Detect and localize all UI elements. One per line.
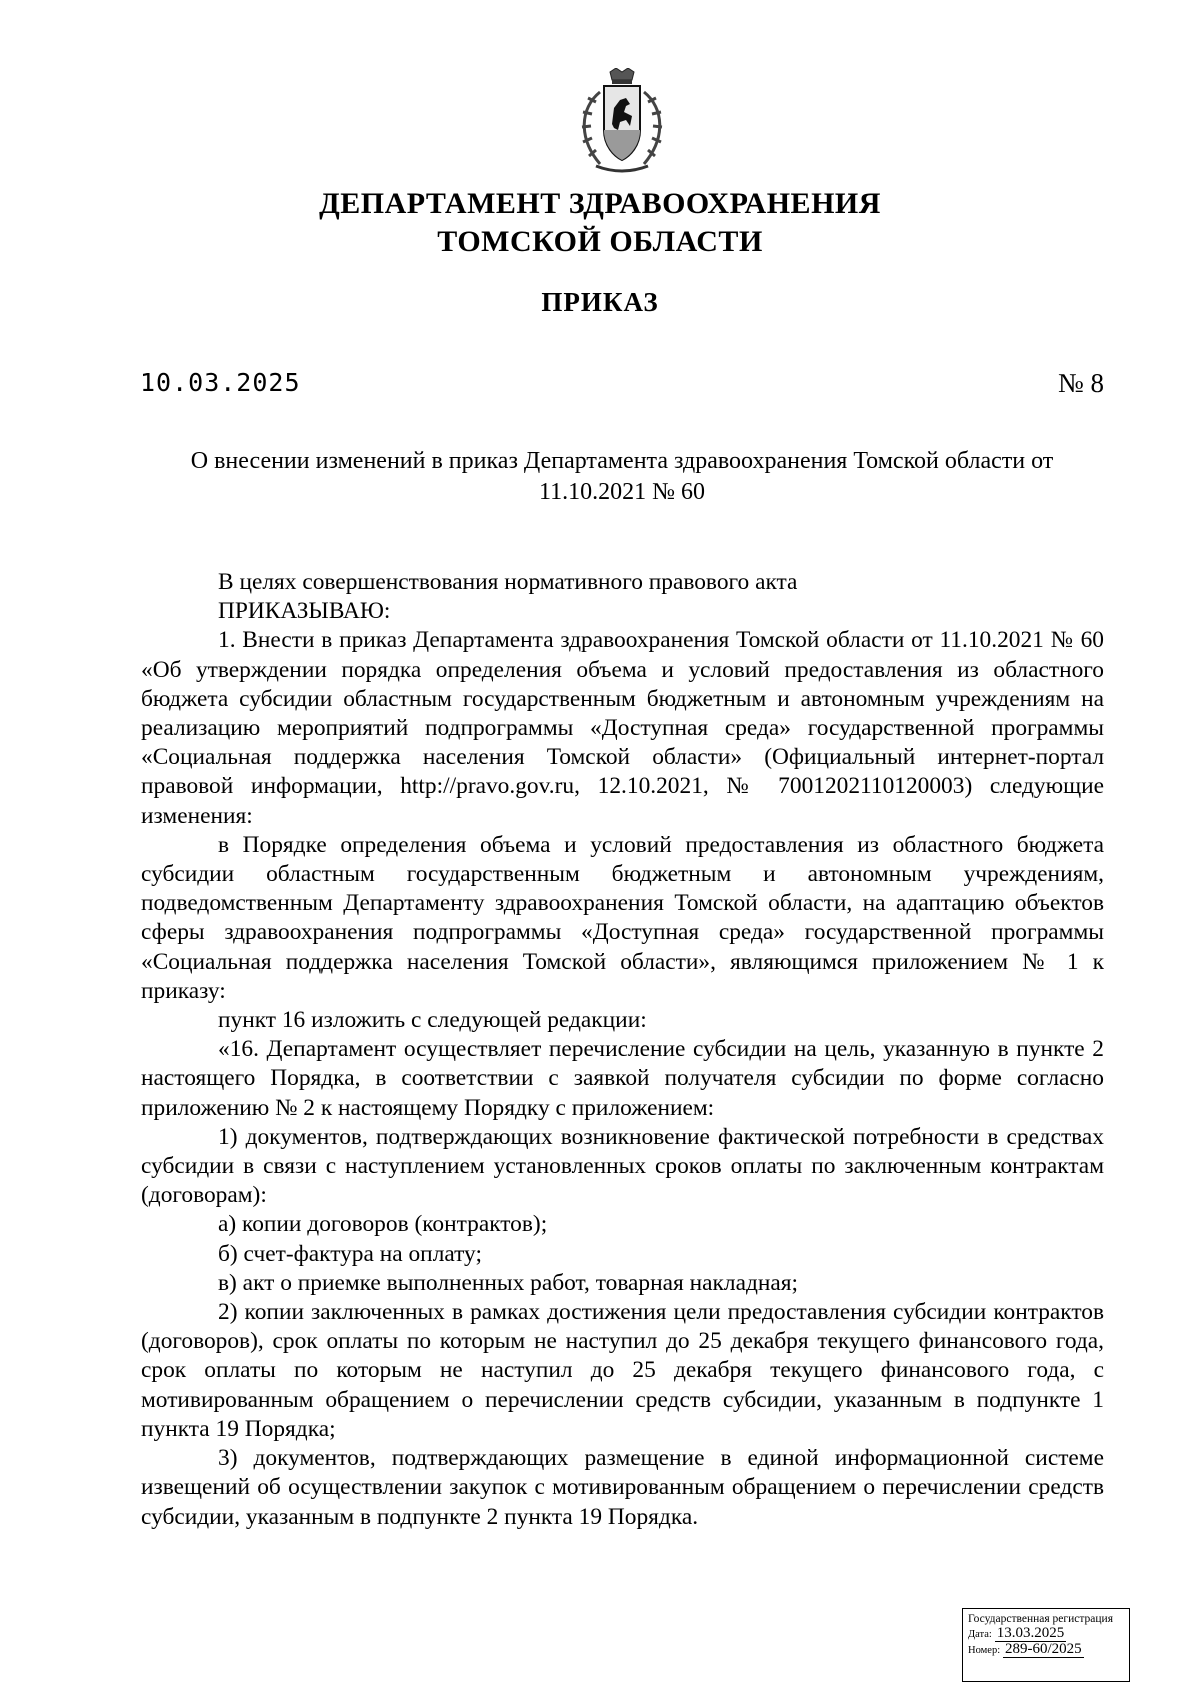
tomsk-oblast-coat-of-arms-icon	[560, 68, 684, 176]
document-body	[141, 568, 1104, 1532]
document-type: ПРИКАЗ	[541, 287, 659, 317]
stamp-number-value: 289-60/2025	[1004, 1641, 1082, 1657]
body-paragraph: «16. Департамент осуществляет перечисление субсидии на цель, указанную в пункте 2 настоящего Порядка, в соответствии с заявкой получателя субсидии по форме согласно приложению № 2 к настоящему Порядку с приложением:	[141, 1036, 1104, 1121]
body-paragraph: 3) документов, подтверждающих размещение в единой информационной системе извещений об осуществлении закупок с мотивированным обращением о перечислении средств субсидии, указанным в подпункте 2 пункта 19 Порядка.	[141, 1445, 1104, 1530]
body-paragraph: б) счет-фактура на оплату;	[218, 1240, 482, 1267]
body-paragraph: 1) документов, подтверждающих возникновение фактической потребности в средствах субсидии в связи с наступлением установленных сроков оплаты по заключенным контрактам (договорам):	[141, 1123, 1104, 1209]
body-paragraph: 2) копии заключенных в рамках достижения цели предоставления субсидии контрактов (договоров), срок оплаты по которым не наступил до 25 декабря текущего финансового года, срок оплаты по которым не наступил до 25 декабря текущего финансового года, с мотивированным обращением о перечислении средств субсидии, указанным в подпункте 1 пункта 19 Порядка;	[141, 1299, 1104, 1442]
body-paragraph: ПРИКАЗЫВАЮ:	[218, 598, 391, 625]
document-title-line2: 11.10.2021 № 60	[538, 479, 705, 505]
stamp-date-label: Дата:	[968, 1629, 992, 1640]
stamp-date-value: 13.03.2025	[996, 1625, 1065, 1641]
registration-stamp	[962, 1608, 1130, 1682]
body-paragraph: В целях совершенствования нормативного правового акта	[218, 569, 798, 595]
department-title-line2: ТОМСКОЙ ОБЛАСТИ	[437, 225, 763, 258]
department-title-line1: ДЕПАРТАМЕНТ ЗДРАВООХРАНЕНИЯ	[319, 187, 881, 220]
document-title-line1: О внесении изменений в приказ Департамента здравоохранения Томской области от	[190, 448, 1054, 474]
body-paragraph: в Порядке определения объема и условий предоставления из областного бюджета субсидии областным государственным бюджетным и автономным учреждениям, подведомственным Департаменту здравоохранения Томской области, на адаптацию объектов сферы здравоохранения подпрограммы «Доступная среда» государственной программы «Социальная поддержка населения Томской области», являющимся приложением № 1 к приказу:	[141, 831, 1104, 1004]
body-paragraph: пункт 16 изложить с следующей редакции:	[218, 1007, 647, 1034]
document-date: 10.03.2025	[140, 368, 301, 397]
document-title	[140, 446, 1104, 508]
stamp-heading: Государственная регистрация	[968, 1613, 1113, 1625]
document-number: № 8	[1057, 368, 1104, 398]
body-paragraph: в) акт о приемке выполненных работ, товарная накладная;	[218, 1269, 799, 1296]
body-paragraph: 1. Внести в приказ Департамента здравоохранения Томской области от 11.10.2021 № 60 «Об утверждении порядка определения объема и условий предоставления из областного бюджета субсидии областным государственным бюджетным и автономным учреждениям на реализацию мероприятий подпрограммы «Доступная среда» государственной программы «Социальная поддержка населения Томской области» (Официальный интернет-портал правовой информации, http://pravo.gov.ru, 12.10.2021, № 7001202110120003) следующие изменения:	[141, 627, 1104, 829]
stamp-number-label: Номер:	[968, 1645, 1001, 1656]
body-paragraph: а) копии договоров (контрактов);	[218, 1211, 548, 1238]
